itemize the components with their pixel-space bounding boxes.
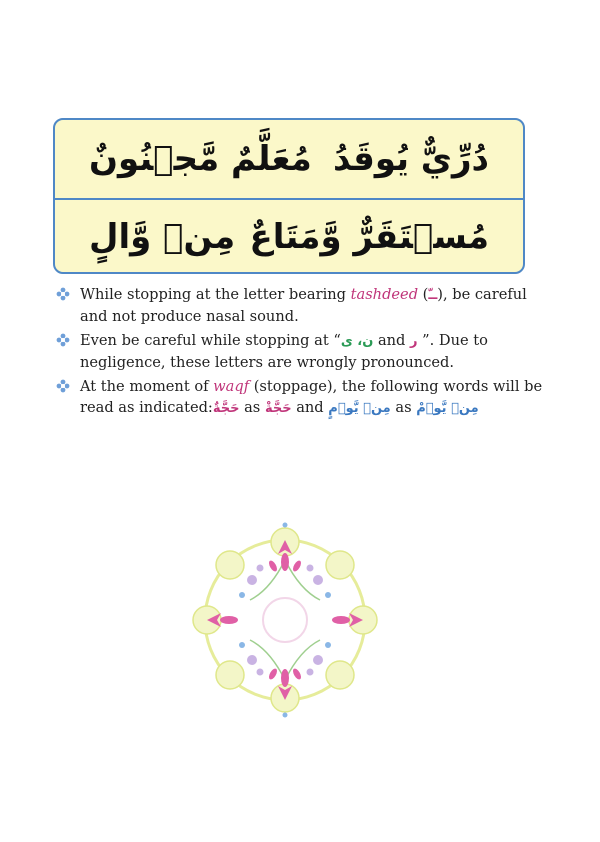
note-text: ), be careful and not produce nasal sound. <box>80 286 527 325</box>
note-text: as <box>390 399 417 416</box>
arabic-example-word: مِنۡ يَّوۡمْ <box>416 401 479 416</box>
floral-medallion-ornament <box>190 520 380 720</box>
arabic-word: مُعَلَّمٌ مَّجۡنُونٌ <box>89 139 312 179</box>
flower-bullet-icon <box>56 287 70 301</box>
note-text: as <box>239 399 265 416</box>
arabic-words-box <box>53 118 525 274</box>
arabic-row-2 <box>55 198 523 274</box>
arabic-word: مُسۡتَقَرٌّ وَّمَتَاعٌ <box>249 217 489 257</box>
arabic-example-word: حَجَّةْ <box>264 401 292 416</box>
note-text: ( <box>418 286 429 303</box>
note-text: At the moment of <box>80 378 214 395</box>
note-item <box>54 330 544 373</box>
term-waqf: waqf <box>213 378 250 395</box>
arabic-example-word: مِنۡ يَّوۡمٍ <box>328 401 391 416</box>
note-text: Even be careful while stopping at “ <box>80 332 341 349</box>
note-text: and <box>373 332 411 349</box>
flower-bullet-icon <box>56 379 70 393</box>
flower-bullet-icon <box>56 333 70 347</box>
notes-list <box>54 284 544 422</box>
note-item <box>54 284 544 327</box>
note-text: and <box>291 399 329 416</box>
shadda-glyph: ــّ <box>428 288 438 303</box>
arabic-row-1 <box>55 120 523 198</box>
arabic-word: مِنۡ وَّالٍ <box>89 217 236 257</box>
note-text: (stoppage), the following words will be read as indicated: <box>80 378 543 416</box>
note-item <box>54 376 544 419</box>
arabic-example-word: حَجَّةٌ <box>212 401 240 416</box>
term-tashdeed: tashdeed <box>350 286 419 303</box>
note-text: While stopping at the letter bearing <box>80 286 351 303</box>
arabic-letters: ر <box>410 334 418 349</box>
arabic-letters: ن، ی <box>340 334 374 349</box>
note-text: ”. Due to negligence, these letters are wrongly pronounced. <box>80 332 488 371</box>
arabic-word: دُرِّيٌّ يُوقَدُ <box>332 139 489 179</box>
